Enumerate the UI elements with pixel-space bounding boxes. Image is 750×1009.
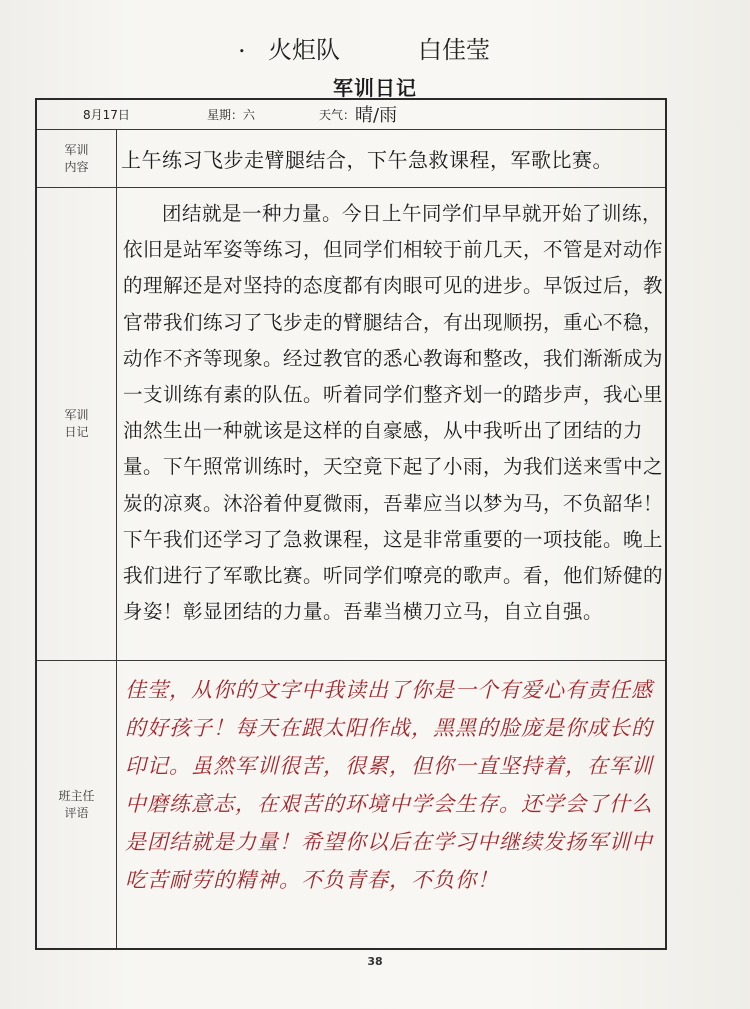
header-mark: . xyxy=(238,30,246,58)
weather-label: 天气： xyxy=(319,108,356,122)
info-row xyxy=(37,100,665,130)
teacher-comment: 佳莹，从你的文字中我读出了你是一个有爱心有责任感的好孩子！每天在跟太阳作战，黑黑的脸庞是你成长的印记。虽然军训很苦，很累，但你一直坚持着，在军训中磨练意志，在艰苦的环境中学会生存。还学会了什么是团结就是力量！希望你以后在学习中继续发扬军训中吃苦耐劳的精神。不负青春，不负你！ xyxy=(125,678,653,892)
comment-label: 班主任 评语 xyxy=(37,661,117,948)
training-diary-row xyxy=(37,188,665,661)
diary-text: 团结就是一种力量。今日上午同学们早早就开始了训练，依旧是站军姿等练习，但同学们相较于前几天，不管是对动作的理解还是对坚持的态度都有肉眼可见的进步。早饭过后，教官带我们练习了飞步走的臂腿结合，有出现顺拐，重心不稳，动作不齐等现象。经过教官的悉心教诲和整改，我们渐渐成为一支训练有素的队伍。听着同学们整齐划一的踏步声，我心里油然生出一种就该是这样的自豪感，从中我听出了团结的力量。下午照常训练时，天空竟下起了小雨，为我们送来雪中之炭的凉爽。沐浴着仲夏微雨，吾辈应当以梦为马，不负韶华！下午我们还学习了急救课程，这是非常重要的一项技能。晚上我们进行了军歌比赛。听同学们嘹亮的歌声。看，他们矫健的身姿！彰显团结的力量。吾辈当横刀立马，自立自强。 xyxy=(123,202,664,624)
training-content-row xyxy=(37,130,665,188)
weather-value: 晴/雨 xyxy=(355,105,398,126)
page-number: 38 xyxy=(367,955,383,968)
training-content: 上午练习飞步走臂腿结合，下午急救课程，军歌比赛。 xyxy=(121,148,613,172)
date-field: 8月17日 xyxy=(83,108,130,122)
teacher-comment-row xyxy=(37,661,665,948)
student-name: 白佳莹 xyxy=(418,36,490,64)
team-name: 火炬队 xyxy=(268,36,340,64)
page-title: 军训日记 xyxy=(333,76,417,100)
weekday-label: 星期： xyxy=(207,108,244,122)
diary-table xyxy=(35,98,667,950)
handwritten-header xyxy=(150,24,550,64)
content-label: 军训 内容 xyxy=(37,130,117,187)
weekday-value: 六 xyxy=(243,108,256,122)
diary-label: 军训 日记 xyxy=(37,188,117,660)
